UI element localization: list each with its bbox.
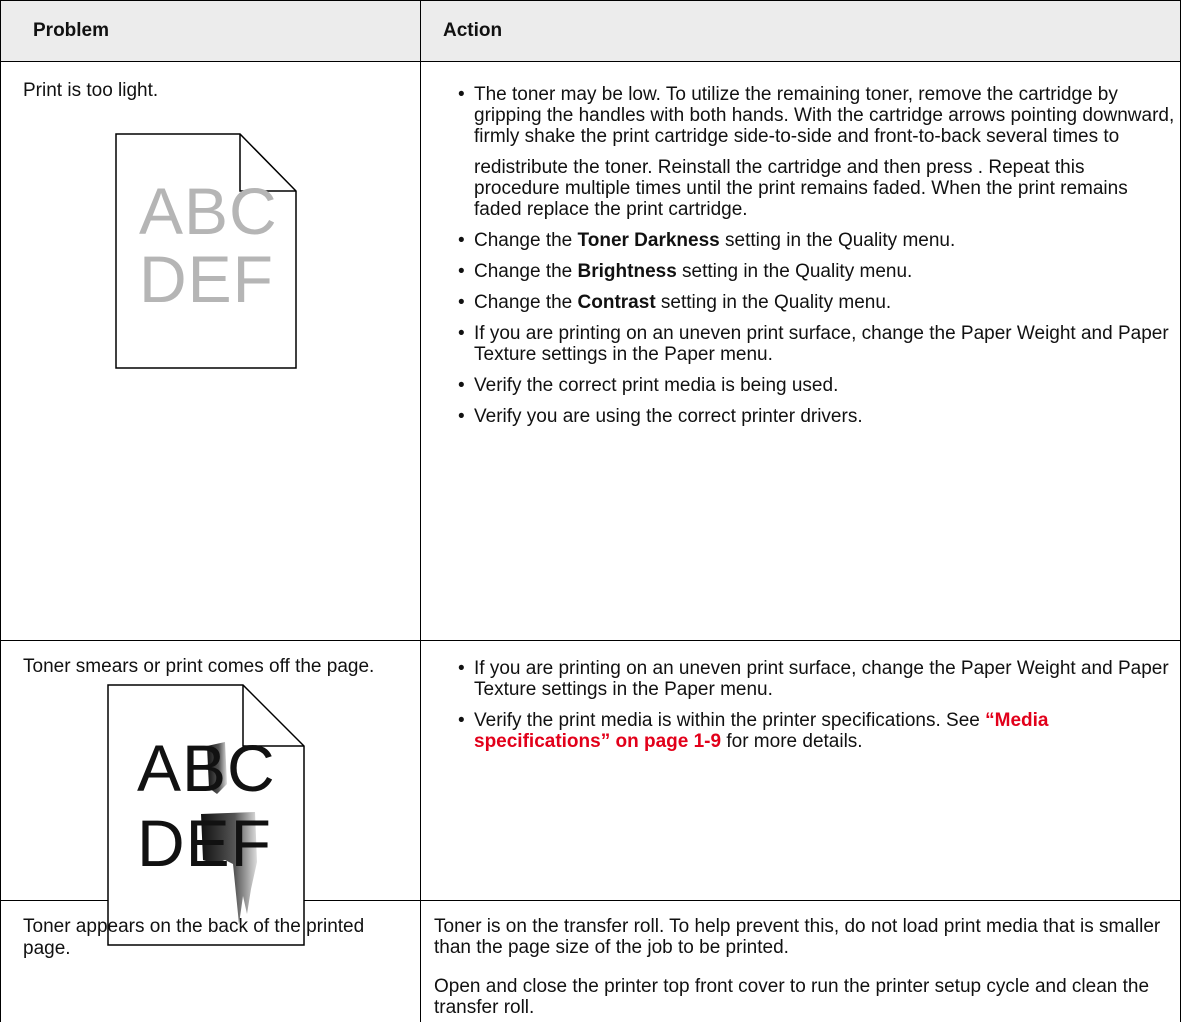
smeared-text-def: DEF bbox=[137, 806, 272, 880]
list-item: • Verify the correct print media is being used. bbox=[458, 375, 839, 396]
list-item: • If you are printing on an uneven print surface, change the Paper Weight and Paper Texture settings in the Paper menu. bbox=[458, 323, 1169, 365]
light-print-illustration bbox=[115, 133, 297, 369]
table-border-top bbox=[0, 0, 1181, 1]
action-list bbox=[455, 658, 1175, 762]
header-divider bbox=[0, 61, 1181, 62]
list-item: • Change the Contrast setting in the Quality menu. bbox=[458, 292, 892, 313]
problem-text: Toner smears or print comes off the page. bbox=[23, 656, 375, 677]
list-item: • The toner may be low. To utilize the remaining toner, remove the cartridge by gripping the handles with both hands. With the cartridge arrows pointing downward, firmly shake the print cartridge side-to-side and front-to-back several times to bbox=[458, 84, 1175, 147]
media-specifications-link[interactable]: “Media specifications” on page 1-9 bbox=[474, 710, 1049, 752]
problem-text: Print is too light. bbox=[23, 80, 159, 101]
table-header-row bbox=[1, 1, 1180, 61]
smeared-text-abc: ABC bbox=[137, 731, 276, 805]
action-paragraph: Open and close the printer top front cover to run the printer setup cycle and clean the transfer roll. bbox=[434, 976, 1150, 1018]
column-divider bbox=[420, 0, 421, 1022]
smeared-print-illustration bbox=[107, 684, 305, 946]
table-border-left bbox=[0, 0, 1, 1022]
list-item: • Change the Toner Darkness setting in the Quality menu. bbox=[458, 230, 956, 251]
column-header-action: Action bbox=[443, 20, 503, 41]
row-divider bbox=[0, 640, 1181, 641]
list-item: • Change the Brightness setting in the Quality menu. bbox=[458, 261, 913, 282]
action-paragraph: Toner is on the transfer roll. To help prevent this, do not load print media that is smaller than the page size of the job to be printed. bbox=[434, 916, 1161, 958]
action-list bbox=[455, 84, 1175, 437]
light-text-abc: ABC bbox=[139, 174, 278, 248]
light-text-def: DEF bbox=[139, 242, 274, 316]
problem-text: Toner appears on the back of the printed page. bbox=[23, 916, 365, 959]
list-item: • If you are printing on an uneven print surface, change the Paper Weight and Paper Texture settings in the Paper menu. bbox=[458, 658, 1169, 700]
list-item: • Verify you are using the correct printer drivers. bbox=[458, 406, 863, 427]
list-item-continuation: redistribute the toner. Reinstall the cartridge and then press . Repeat this procedure multiple times until the print remains faded. When the print remains faded replace the print cartridge. bbox=[474, 157, 1128, 220]
list-item: • Verify the print media is within the printer specifications. See “Media specifications” on page 1-9 for more details. bbox=[458, 710, 1049, 752]
column-header-problem: Problem bbox=[33, 20, 110, 41]
